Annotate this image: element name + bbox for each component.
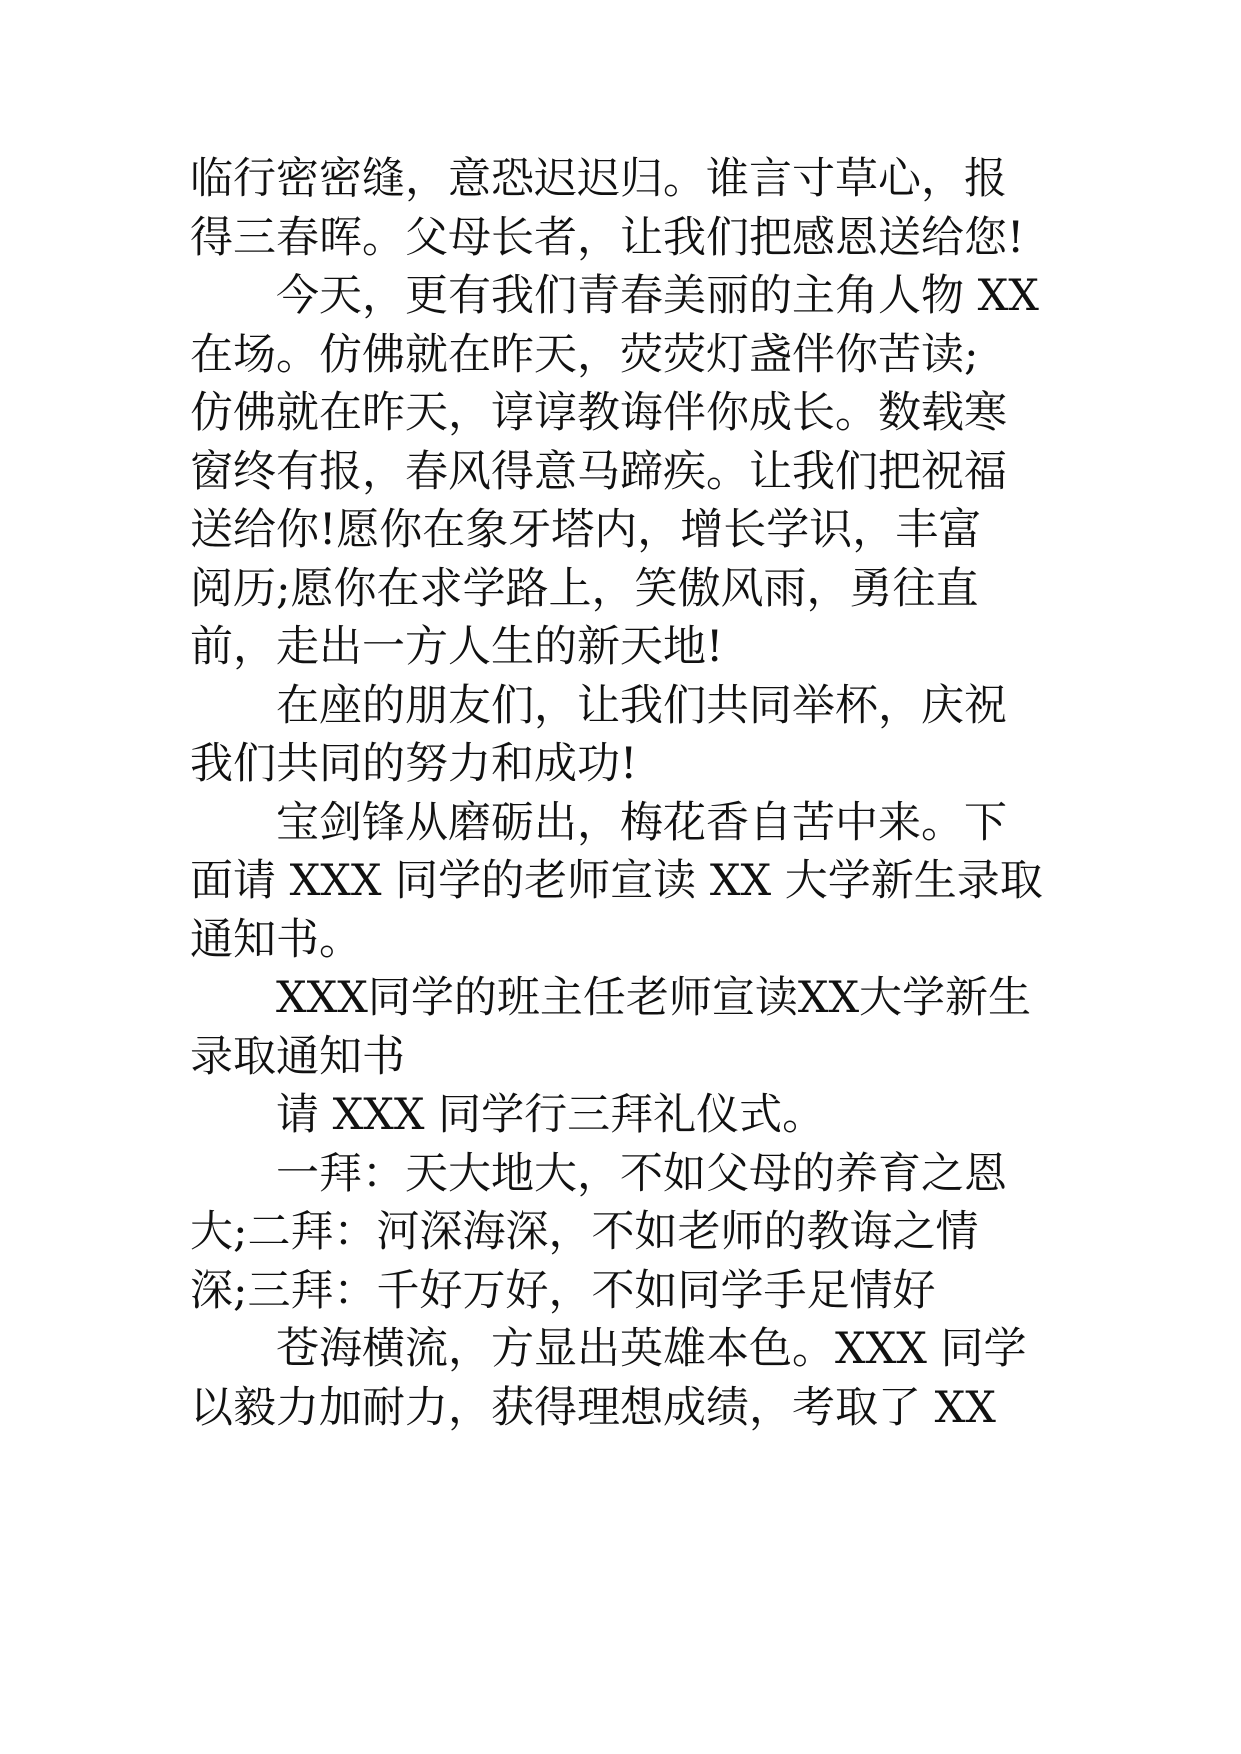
text-line: 深;三拜：千好万好，不如同学手足情好 (190, 1265, 936, 1316)
text-line: 面请 XXX 同学的老师宣读 XX 大学新生录取 (190, 856, 1043, 906)
document-body-text (190, 150, 1060, 1437)
text-line: 窗终有报，春风得意马蹄疾。让我们把祝福 (190, 446, 1007, 497)
text-line: 宝剑锋从磨砺出，梅花香自苦中来。下 (190, 797, 1007, 848)
text-line: 以毅力加耐力，获得理想成绩，考取了 XX (190, 1382, 996, 1433)
text-line: 送给你!愿你在象牙塔内，增长学识，丰富 (190, 505, 982, 555)
text-line: 苍海横流，方显出英雄本色。XXX 同学 (190, 1324, 1027, 1374)
text-line: 得三春晖。父母长者，让我们把感恩送给您! (190, 212, 1025, 263)
text-line: XXX同学的班主任老师宣读XX大学新生 (190, 973, 1032, 1023)
text-line: 录取通知书 (190, 1031, 405, 1082)
text-line: 大;二拜：河深海深，不如老师的教诲之情 (190, 1207, 979, 1257)
text-line: 前，走出一方人生的新天地! (190, 622, 724, 672)
text-line: 在场。仿佛就在昨天，荧荧灯盏伴你苦读; (190, 329, 979, 380)
text-line: 仿佛就在昨天，谆谆教诲伴你成长。数载寒 (190, 388, 1007, 438)
text-line: 一拜：天大地大，不如父母的养育之恩 (190, 1148, 1007, 1199)
text-line: 今天，更有我们青春美丽的主角人物 XX (190, 271, 1039, 321)
text-line: 在座的朋友们，让我们共同举杯，庆祝 (190, 680, 1007, 731)
text-line: 阅历;愿你在求学路上，笑傲风雨，勇往直 (190, 563, 979, 614)
text-line: 请 XXX 同学行三拜礼仪式。 (190, 1090, 826, 1140)
text-line: 我们共同的努力和成功! (190, 739, 638, 789)
text-line: 临行密密缝，意恐迟迟归。谁言寸草心，报 (190, 154, 1007, 204)
text-line: 通知书。 (190, 914, 362, 965)
